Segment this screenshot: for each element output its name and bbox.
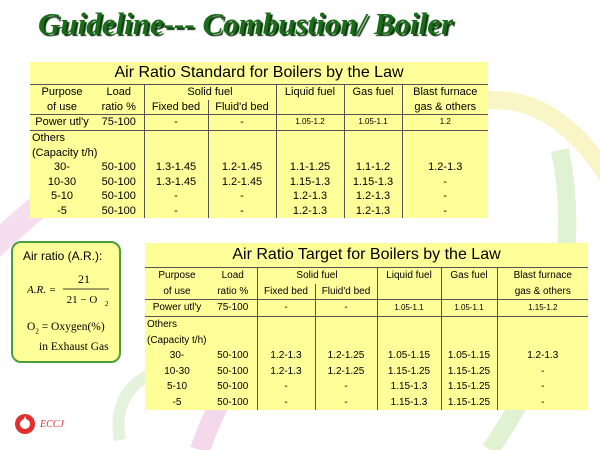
header-row: of use ratio % Fixed bed Fluid'd bed gas & others — [145, 284, 588, 300]
header-gas-fuel: Gas fuel — [344, 85, 402, 100]
air-ratio-equation — [27, 269, 117, 309]
air-ratio-label: Air ratio (A.R.): — [23, 249, 103, 263]
table-row: Others — [30, 130, 488, 145]
air-ratio-standard-table — [30, 62, 488, 218]
table-row: 30- 50-100 1.2-1.3 1.2-1.25 1.05-1.15 1.05-1.15 1.2-1.3 — [145, 348, 588, 364]
table-row: Others — [145, 316, 588, 332]
table-row: 5-10 50-100 - - 1.2-1.3 1.2-1.3 - — [30, 189, 488, 204]
table-row: (Capacity t/h) — [145, 332, 588, 348]
page-title: Guideline--- Combustion/ Boiler — [38, 6, 454, 41]
header-purpose-2: of use — [30, 100, 94, 115]
table-row: 10-30 50-100 1.3-1.45 1.2-1.45 1.15-1.3 1.15-1.3 - — [30, 175, 488, 190]
table-title: Air Ratio Standard for Boilers by the Law — [30, 62, 488, 85]
table-row: -5 50-100 - - 1.15-1.3 1.15-1.25 - — [145, 395, 588, 411]
table-row: Power utl'y 75-100 - - 1.05-1.1 1.05-1.1 1.15-1.2 — [145, 300, 588, 317]
oxygen-definition: $O_2$ = Oxygen(%) in Exhaust Gas — [27, 321, 109, 354]
table-title-row — [145, 243, 588, 268]
header-purpose: Purpose — [41, 86, 83, 99]
table-row: 10-30 50-100 1.2-1.3 1.2-1.25 1.15-1.25 1.15-1.25 - — [145, 364, 588, 380]
equation-lhs: A.R. = — [27, 284, 57, 296]
equation-numerator: 21 — [78, 272, 90, 286]
header-row — [30, 100, 488, 115]
table-row: Power utl'y 75-100 - - 1.05-1.2 1.05-1.1 1.2 — [30, 115, 488, 131]
header-fluid-bed: Fluid'd bed — [208, 100, 276, 115]
header-load-2: ratio % — [94, 100, 144, 115]
table-title: Air Ratio Target for Boilers by the Law — [145, 243, 588, 268]
header-row — [30, 85, 488, 100]
header-blast-furnace-2: gas & others — [402, 100, 488, 115]
header-blast-furnace: Blast furnace — [402, 85, 488, 100]
air-ratio-formula-box — [11, 241, 121, 363]
air-ratio-target-table — [145, 243, 588, 410]
header-liquid-fuel: Liquid fuel — [276, 85, 344, 100]
header-row: Purpose Load Solid fuel Liquid fuel Gas fuel Blast furnace — [145, 268, 588, 284]
table-row: -5 50-100 - - 1.2-1.3 1.2-1.3 - — [30, 204, 488, 219]
equation-denominator: 21 − O — [66, 294, 98, 306]
equation-subscript: 2 — [105, 300, 109, 308]
table-title-row — [30, 62, 488, 85]
table-row: 30- 50-100 1.3-1.45 1.2-1.45 1.1-1.25 1.1-1.2 1.2-1.3 — [30, 160, 488, 175]
header-load: Load — [106, 86, 131, 99]
table-row: (Capacity t/h) — [30, 145, 488, 160]
table-row: 5-10 50-100 - - 1.15-1.3 1.15-1.25 - — [145, 379, 588, 395]
logo-text: ECCJ — [40, 419, 64, 430]
eccj-logo-icon — [14, 413, 36, 435]
header-fixed-bed: Fixed bed — [144, 100, 208, 115]
header-solid-fuel: Solid fuel — [144, 85, 276, 100]
